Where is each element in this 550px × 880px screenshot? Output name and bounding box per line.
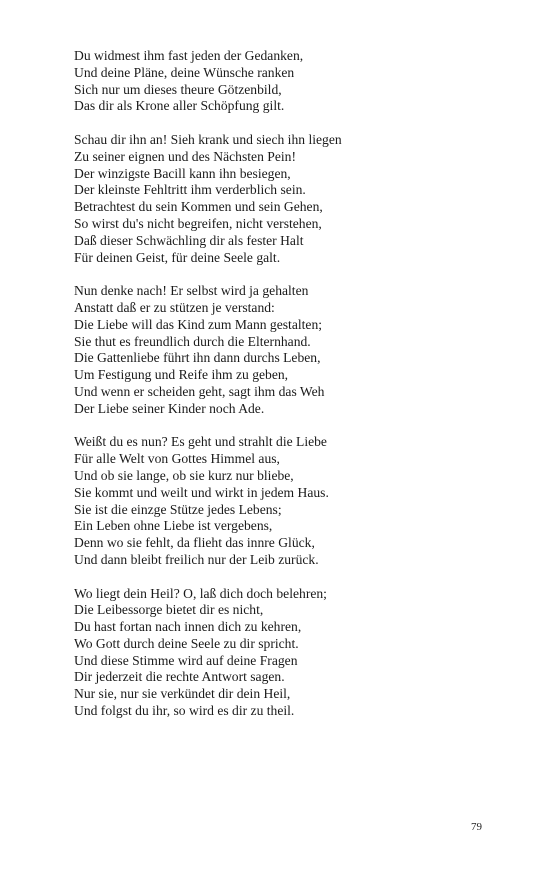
poem-line: Sich nur um dieses theure Götzenbild, — [74, 81, 282, 97]
poem-line: Und ob sie lange, ob sie kurz nur bliebe, — [74, 467, 294, 483]
poem-line: Weißt du es nun? Es geht und strahlt die Liebe — [74, 434, 327, 450]
poem-line: Die Liebe will das Kind zum Mann gestalten; — [74, 316, 323, 332]
stanza — [74, 283, 494, 417]
poem-line: Sie ist die einzge Stütze jedes Lebens; — [74, 501, 282, 517]
poem-line: Und deine Pläne, deine Wünsche ranken — [74, 64, 295, 80]
poem-line: Und diese Stimme wird auf deine Fragen — [74, 652, 298, 668]
poem-line: Nun denke nach! Er selbst wird ja gehalten — [74, 283, 309, 299]
poem-line: Betrachtest du sein Kommen und sein Gehen, — [74, 199, 323, 215]
poem-line: Um Festigung und Reife ihm zu geben, — [74, 367, 289, 383]
poem-line: Die Leibessorge bietet dir es nicht, — [74, 602, 264, 618]
poem-line: Denn wo sie fehlt, da flieht das innre Glück, — [74, 535, 315, 551]
poem-line: Zu seiner eignen und des Nächsten Pein! — [74, 148, 296, 164]
poem-line: Sie kommt und weilt und wirkt in jedem Haus. — [74, 484, 329, 500]
poem-line: Für deinen Geist, für deine Seele galt. — [74, 249, 281, 265]
stanza — [74, 434, 494, 568]
poem-line: Sie thut es freundlich durch die Elternhand. — [74, 333, 311, 349]
poem-line: Der Liebe seiner Kinder noch Ade. — [74, 400, 265, 416]
poem-line: Dir jederzeit die rechte Antwort sagen. — [74, 669, 285, 685]
poem-line: Und wenn er scheiden geht, sagt ihm das Weh — [74, 383, 325, 399]
poem-line: Wo Gott durch deine Seele zu dir spricht. — [74, 635, 299, 651]
poem-line: Schau dir ihn an! Sieh krank und siech ihn liegen — [74, 131, 342, 147]
poem-line: Daß dieser Schwächling dir als fester Halt — [74, 232, 304, 248]
poem-line: Ein Leben ohne Liebe ist vergebens, — [74, 518, 273, 534]
poem-line: Der winzigste Bacill kann ihn besiegen, — [74, 165, 291, 181]
poem-line: Der kleinste Fehltritt ihm verderblich sein. — [74, 182, 306, 198]
page-number: 79 — [471, 821, 482, 833]
poem-line: Anstatt daß er zu stützen je verstand: — [74, 299, 275, 315]
poem-line: Für alle Welt von Gottes Himmel aus, — [74, 451, 280, 467]
poem-line: Das dir als Krone aller Schöpfung gilt. — [74, 98, 285, 114]
poem-line: Du hast fortan nach innen dich zu kehren, — [74, 619, 302, 635]
poem-line: Und folgst du ihr, so wird es dir zu theil. — [74, 703, 295, 719]
stanza — [74, 132, 494, 266]
poem-line: Nur sie, nur sie verkündet dir dein Heil, — [74, 686, 291, 702]
poem-line: So wirst du's nicht begreifen, nicht verstehen, — [74, 215, 322, 231]
poem-line: Wo liegt dein Heil? O, laß dich doch belehren; — [74, 585, 327, 601]
poem-line: Du widmest ihm fast jeden der Gedanken, — [74, 48, 304, 63]
stanza — [74, 586, 494, 720]
stanza — [74, 48, 494, 115]
poem-line: Die Gattenliebe führt ihn dann durchs Leben, — [74, 350, 321, 366]
poem-text — [74, 48, 494, 737]
poem-line: Und dann bleibt freilich nur der Leib zurück. — [74, 551, 319, 567]
